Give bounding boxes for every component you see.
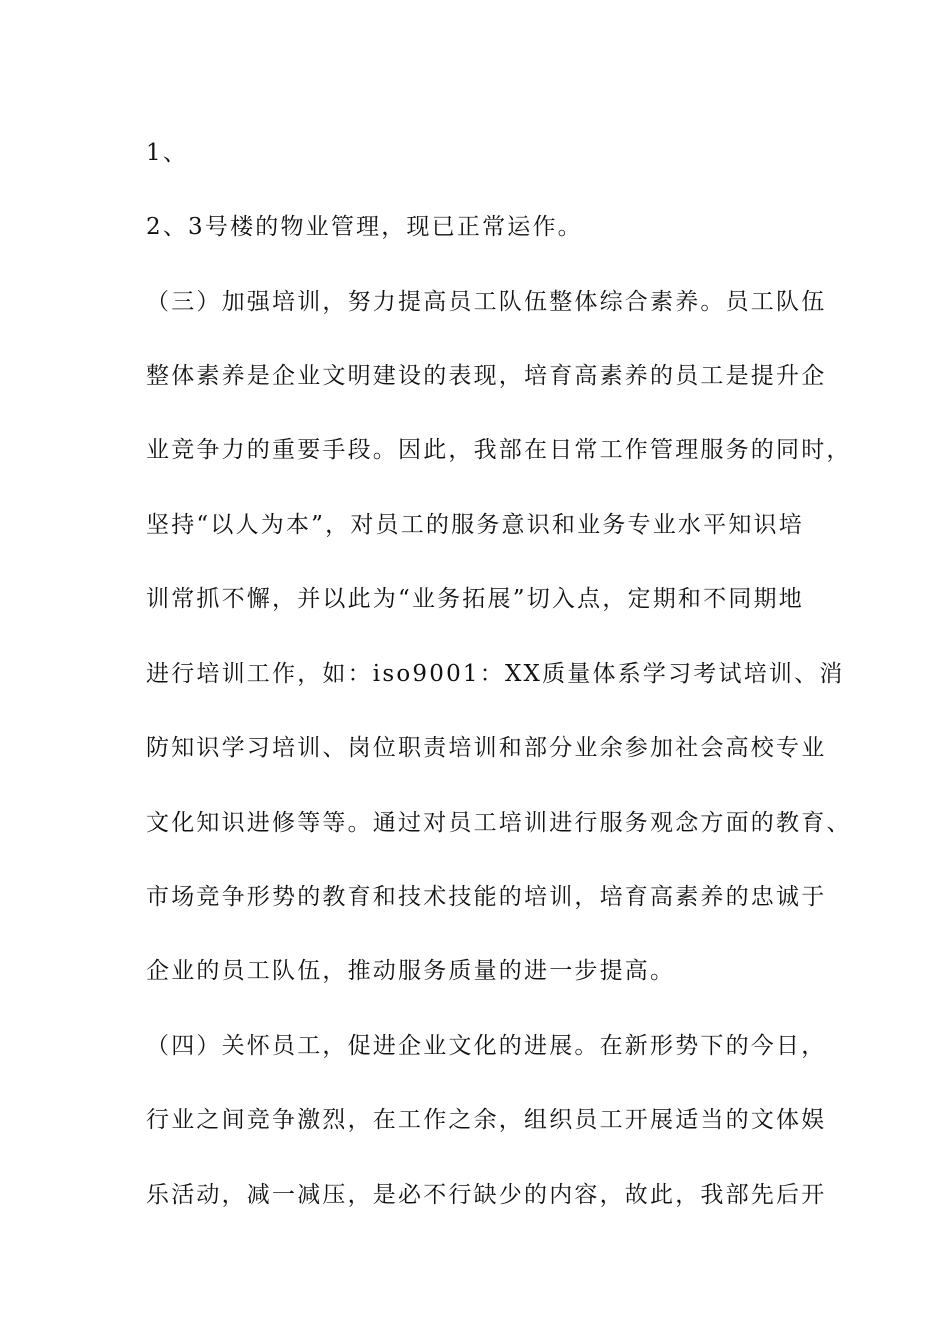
text-line-7: 训常抓不懈，并以此为“业务拓展”切入点，定期和不同期地 xyxy=(146,586,804,612)
text-line-11: 市场竞争形势的教育和技术技能的培训，培育高素养的忠诚于 xyxy=(146,884,827,910)
text-line-10: 文化知识进修等等。通过对员工培训进行服务观念方面的教育、 xyxy=(146,810,852,836)
text-line-13: （四）关怀员工，促进企业文化的进展。在新形势下的今日， xyxy=(146,1033,827,1059)
text-line-5: 业竞争力的重要手段。因此，我部在日常工作管理服务的同时， xyxy=(146,437,852,463)
text-line-14: 行业之间竞争激烈，在工作之余，组织员工开展适当的文体娱 xyxy=(146,1107,827,1133)
text-line-8: 进行培训工作，如：iso9001：XX质量体系学习考试培训、消 xyxy=(146,661,845,687)
text-line-4: 整体素养是企业文明建设的表现，培育高素养的员工是提升企 xyxy=(146,363,827,389)
text-line-12: 企业的员工队伍，推动服务质量的进一步提高。 xyxy=(146,958,676,984)
text-line-2: 2、3号楼的物业管理，现已正常运作。 xyxy=(146,214,583,240)
text-line-3: （三）加强培训，努力提高员工队伍整体综合素养。员工队伍 xyxy=(146,289,827,315)
text-line-1: 1、 xyxy=(146,140,189,166)
text-line-6: 坚持“以人为本”，对员工的服务意识和业务专业水平知识培 xyxy=(146,512,804,538)
text-line-9: 防知识学习培训、岗位职责培训和部分业余参加社会高校专业 xyxy=(146,735,827,761)
text-line-15: 乐活动，减一减压，是必不行缺少的内容，故此，我部先后开 xyxy=(146,1182,827,1208)
